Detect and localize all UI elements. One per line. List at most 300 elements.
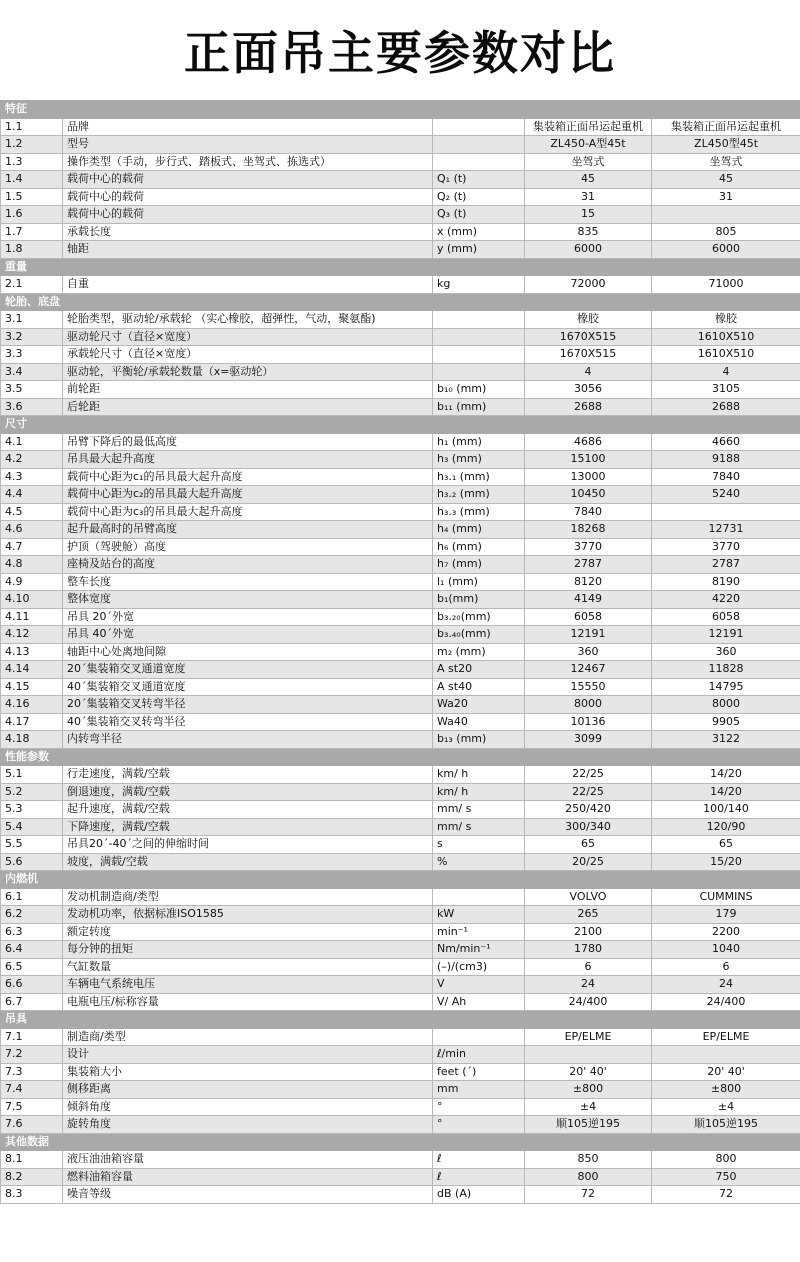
spec-table: [0, 100, 800, 1204]
value-model-a: 265: [525, 906, 652, 924]
table-row: [1, 328, 800, 346]
param-unit: h₃.₂ (mm): [433, 486, 525, 504]
value-model-b: 45: [652, 171, 800, 189]
table-row: [1, 1151, 800, 1169]
param-name: 气缸数量: [63, 958, 433, 976]
param-unit: [433, 118, 525, 136]
value-model-b: 72: [652, 1186, 800, 1204]
table-row: [1, 538, 800, 556]
row-number: 6.2: [1, 906, 63, 924]
param-unit: m₂ (mm): [433, 643, 525, 661]
value-model-a: 300/340: [525, 818, 652, 836]
value-model-b: [652, 1046, 800, 1064]
row-number: 4.10: [1, 591, 63, 609]
table-row: [1, 451, 800, 469]
param-name: 操作类型（手动，步行式、踏板式、坐驾式、拣选式）: [63, 153, 433, 171]
row-number: 3.2: [1, 328, 63, 346]
table-row: [1, 1081, 800, 1099]
row-number: 7.2: [1, 1046, 63, 1064]
value-model-b: 4660: [652, 433, 800, 451]
value-model-b: 橡胶: [652, 311, 800, 329]
value-model-b: 2200: [652, 923, 800, 941]
value-model-b: 4220: [652, 591, 800, 609]
value-model-a: [525, 1046, 652, 1064]
table-row: [1, 223, 800, 241]
param-name: 车辆电气系统电压: [63, 976, 433, 994]
value-model-b: 1610X510: [652, 328, 800, 346]
param-unit: feet (´): [433, 1063, 525, 1081]
value-model-b: 805: [652, 223, 800, 241]
param-name: 轴距中心处离地间隙: [63, 643, 433, 661]
row-number: 3.4: [1, 363, 63, 381]
table-row: [1, 888, 800, 906]
param-name: 制造商/类型: [63, 1028, 433, 1046]
table-row: [1, 311, 800, 329]
param-name: 20´集装箱交叉转弯半径: [63, 696, 433, 714]
value-model-a: 3770: [525, 538, 652, 556]
param-unit: V: [433, 976, 525, 994]
value-model-b: 3122: [652, 731, 800, 749]
table-row: [1, 188, 800, 206]
param-unit: Wa20: [433, 696, 525, 714]
value-model-a: ±4: [525, 1098, 652, 1116]
row-number: 6.3: [1, 923, 63, 941]
value-model-b: 4: [652, 363, 800, 381]
value-model-b: 2688: [652, 398, 800, 416]
param-unit: A st40: [433, 678, 525, 696]
param-unit: h₄ (mm): [433, 521, 525, 539]
param-name: 发动机功率，依据标准ISO1585: [63, 906, 433, 924]
value-model-a: 4149: [525, 591, 652, 609]
param-name: 载荷中心距为c₂的吊具最大起升高度: [63, 486, 433, 504]
row-number: 4.16: [1, 696, 63, 714]
value-model-a: 22/25: [525, 766, 652, 784]
param-unit: y (mm): [433, 241, 525, 259]
row-number: 8.1: [1, 1151, 63, 1169]
param-unit: x (mm): [433, 223, 525, 241]
value-model-a: 10136: [525, 713, 652, 731]
param-name: 驱动轮，平衡轮/承载轮数量（x=驱动轮）: [63, 363, 433, 381]
param-name: 每分钟的扭矩: [63, 941, 433, 959]
table-row: [1, 171, 800, 189]
value-model-b: 24/400: [652, 993, 800, 1011]
value-model-a: 15: [525, 206, 652, 224]
param-name: 发动机制造商/类型: [63, 888, 433, 906]
value-model-b: [652, 206, 800, 224]
param-unit: mm/ s: [433, 801, 525, 819]
param-unit: Wa40: [433, 713, 525, 731]
value-model-a: 1670X515: [525, 346, 652, 364]
param-unit: b₁₁ (mm): [433, 398, 525, 416]
row-number: 8.2: [1, 1168, 63, 1186]
param-name: 吊具 20´外宽: [63, 608, 433, 626]
param-unit: ℓ/min: [433, 1046, 525, 1064]
param-unit: b₃.₂₀(mm): [433, 608, 525, 626]
value-model-a: EP/ELME: [525, 1028, 652, 1046]
value-model-a: 4686: [525, 433, 652, 451]
param-unit: l₁ (mm): [433, 573, 525, 591]
row-number: 5.4: [1, 818, 63, 836]
param-unit: km/ h: [433, 766, 525, 784]
value-model-a: 顺105逆195: [525, 1116, 652, 1134]
param-name: 倾斜角度: [63, 1098, 433, 1116]
param-unit: b₁(mm): [433, 591, 525, 609]
param-name: 后轮距: [63, 398, 433, 416]
section-header: [1, 416, 800, 434]
value-model-a: 12191: [525, 626, 652, 644]
row-number: 2.1: [1, 276, 63, 294]
param-name: 液压油油箱容量: [63, 1151, 433, 1169]
param-unit: V/ Ah: [433, 993, 525, 1011]
param-name: 整体宽度: [63, 591, 433, 609]
param-unit: [433, 346, 525, 364]
table-row: [1, 468, 800, 486]
table-row: [1, 608, 800, 626]
section-header: [1, 1133, 800, 1151]
row-number: 4.18: [1, 731, 63, 749]
value-model-b: 8190: [652, 573, 800, 591]
value-model-b: 集装箱正面吊运起重机: [652, 118, 800, 136]
row-number: 1.8: [1, 241, 63, 259]
value-model-b: 1610X510: [652, 346, 800, 364]
param-unit: [433, 888, 525, 906]
section-title: 重量: [1, 258, 800, 276]
param-name: 型号: [63, 136, 433, 154]
row-number: 6.6: [1, 976, 63, 994]
value-model-a: 6000: [525, 241, 652, 259]
param-name: 起升速度，满载/空载: [63, 801, 433, 819]
row-number: 5.6: [1, 853, 63, 871]
value-model-b: 14/20: [652, 766, 800, 784]
value-model-a: 72000: [525, 276, 652, 294]
table-row: [1, 206, 800, 224]
table-row: [1, 556, 800, 574]
row-number: 7.4: [1, 1081, 63, 1099]
param-unit: ℓ: [433, 1168, 525, 1186]
row-number: 1.4: [1, 171, 63, 189]
value-model-b: 20' 40': [652, 1063, 800, 1081]
row-number: 7.3: [1, 1063, 63, 1081]
table-row: [1, 1168, 800, 1186]
value-model-b: 5240: [652, 486, 800, 504]
param-name: 倒退速度，满载/空载: [63, 783, 433, 801]
value-model-b: 9905: [652, 713, 800, 731]
value-model-a: 6058: [525, 608, 652, 626]
table-row: [1, 591, 800, 609]
param-unit: dB (A): [433, 1186, 525, 1204]
param-name: 轮胎类型，驱动轮/承载轮 （实心橡胶，超弹性，气动，聚氨酯): [63, 311, 433, 329]
row-number: 4.13: [1, 643, 63, 661]
row-number: 7.1: [1, 1028, 63, 1046]
table-row: [1, 241, 800, 259]
section-title: 尺寸: [1, 416, 800, 434]
param-name: 额定转度: [63, 923, 433, 941]
value-model-a: 8120: [525, 573, 652, 591]
value-model-b: 2787: [652, 556, 800, 574]
section-header: [1, 101, 800, 119]
param-unit: Q₁ (t): [433, 171, 525, 189]
table-row: [1, 398, 800, 416]
param-unit: °: [433, 1098, 525, 1116]
table-row: [1, 678, 800, 696]
param-name: 整车长度: [63, 573, 433, 591]
param-name: 载荷中心的载荷: [63, 171, 433, 189]
row-number: 4.14: [1, 661, 63, 679]
value-model-a: 24/400: [525, 993, 652, 1011]
param-unit: b₁₀ (mm): [433, 381, 525, 399]
value-model-a: 10450: [525, 486, 652, 504]
value-model-b: 14/20: [652, 783, 800, 801]
value-model-a: 835: [525, 223, 652, 241]
value-model-a: 250/420: [525, 801, 652, 819]
value-model-b: 179: [652, 906, 800, 924]
param-unit: °: [433, 1116, 525, 1134]
table-row: [1, 1186, 800, 1204]
table-row: [1, 118, 800, 136]
value-model-a: VOLVO: [525, 888, 652, 906]
table-row: [1, 696, 800, 714]
param-unit: A st20: [433, 661, 525, 679]
param-name: 内转弯半径: [63, 731, 433, 749]
value-model-b: 9188: [652, 451, 800, 469]
value-model-b: CUMMINS: [652, 888, 800, 906]
value-model-a: 18268: [525, 521, 652, 539]
value-model-b: ZL450型45t: [652, 136, 800, 154]
row-number: 1.3: [1, 153, 63, 171]
param-unit: h₃.₃ (mm): [433, 503, 525, 521]
value-model-b: 8000: [652, 696, 800, 714]
table-row: [1, 1028, 800, 1046]
row-number: 4.7: [1, 538, 63, 556]
value-model-a: 6: [525, 958, 652, 976]
value-model-b: 15/20: [652, 853, 800, 871]
param-unit: (–)/(cm3): [433, 958, 525, 976]
table-row: [1, 766, 800, 784]
row-number: 1.2: [1, 136, 63, 154]
value-model-a: 24: [525, 976, 652, 994]
table-row: [1, 363, 800, 381]
param-name: 载荷中心的载荷: [63, 206, 433, 224]
table-row: [1, 503, 800, 521]
param-unit: h₁ (mm): [433, 433, 525, 451]
value-model-b: 12731: [652, 521, 800, 539]
param-name: 前轮距: [63, 381, 433, 399]
param-name: 吊具20´-40´之间的伸缩时间: [63, 836, 433, 854]
value-model-b: 6: [652, 958, 800, 976]
row-number: 5.5: [1, 836, 63, 854]
value-model-b: 14795: [652, 678, 800, 696]
param-name: 旋转角度: [63, 1116, 433, 1134]
row-number: 4.17: [1, 713, 63, 731]
value-model-a: 3099: [525, 731, 652, 749]
value-model-b: 3770: [652, 538, 800, 556]
value-model-b: 3105: [652, 381, 800, 399]
value-model-b: 100/140: [652, 801, 800, 819]
value-model-a: 8000: [525, 696, 652, 714]
value-model-a: 15100: [525, 451, 652, 469]
param-unit: h₇ (mm): [433, 556, 525, 574]
table-row: [1, 1046, 800, 1064]
param-unit: kW: [433, 906, 525, 924]
value-model-a: 1670X515: [525, 328, 652, 346]
row-number: 4.5: [1, 503, 63, 521]
table-row: [1, 993, 800, 1011]
param-name: 载荷中心距为c₁的吊具最大起升高度: [63, 468, 433, 486]
value-model-a: 7840: [525, 503, 652, 521]
value-model-a: 20' 40': [525, 1063, 652, 1081]
value-model-b: 120/90: [652, 818, 800, 836]
row-number: 1.5: [1, 188, 63, 206]
param-name: 载荷中心的载荷: [63, 188, 433, 206]
table-row: [1, 853, 800, 871]
param-name: 护顶（驾驶舱）高度: [63, 538, 433, 556]
table-row: [1, 713, 800, 731]
value-model-a: 3056: [525, 381, 652, 399]
value-model-a: 坐驾式: [525, 153, 652, 171]
section-header: [1, 293, 800, 311]
param-unit: h₃ (mm): [433, 451, 525, 469]
value-model-a: 橡胶: [525, 311, 652, 329]
param-name: 电瓶电压/标称容量: [63, 993, 433, 1011]
value-model-b: 11828: [652, 661, 800, 679]
section-header: [1, 871, 800, 889]
value-model-a: 22/25: [525, 783, 652, 801]
value-model-a: 2787: [525, 556, 652, 574]
section-title: 其他数据: [1, 1133, 800, 1151]
param-unit: [433, 363, 525, 381]
row-number: 4.9: [1, 573, 63, 591]
row-number: 4.15: [1, 678, 63, 696]
value-model-a: 13000: [525, 468, 652, 486]
param-name: 品牌: [63, 118, 433, 136]
table-row: [1, 1063, 800, 1081]
row-number: 3.6: [1, 398, 63, 416]
value-model-b: 31: [652, 188, 800, 206]
row-number: 8.3: [1, 1186, 63, 1204]
param-name: 承载轮尺寸（直径×宽度）: [63, 346, 433, 364]
value-model-b: [652, 503, 800, 521]
param-unit: kg: [433, 276, 525, 294]
value-model-a: 2100: [525, 923, 652, 941]
table-row: [1, 276, 800, 294]
row-number: 1.7: [1, 223, 63, 241]
param-unit: b₃.₄₀(mm): [433, 626, 525, 644]
value-model-a: 360: [525, 643, 652, 661]
param-name: 轴距: [63, 241, 433, 259]
table-row: [1, 976, 800, 994]
value-model-a: 12467: [525, 661, 652, 679]
value-model-a: 800: [525, 1168, 652, 1186]
section-header: [1, 1011, 800, 1029]
table-row: [1, 958, 800, 976]
value-model-b: 坐驾式: [652, 153, 800, 171]
param-unit: [433, 328, 525, 346]
param-unit: [433, 1028, 525, 1046]
section-title: 轮胎、底盘: [1, 293, 800, 311]
param-unit: km/ h: [433, 783, 525, 801]
section-header: [1, 258, 800, 276]
table-row: [1, 486, 800, 504]
param-unit: h₆ (mm): [433, 538, 525, 556]
value-model-b: 71000: [652, 276, 800, 294]
section-title: 吊具: [1, 1011, 800, 1029]
value-model-a: 72: [525, 1186, 652, 1204]
value-model-a: 65: [525, 836, 652, 854]
table-row: [1, 521, 800, 539]
row-number: 4.12: [1, 626, 63, 644]
param-name: 下降速度，满载/空载: [63, 818, 433, 836]
section-title: 性能参数: [1, 748, 800, 766]
param-name: 吊臂下降后的最低高度: [63, 433, 433, 451]
table-row: [1, 941, 800, 959]
value-model-b: EP/ELME: [652, 1028, 800, 1046]
param-name: 40´集装箱交叉通道宽度: [63, 678, 433, 696]
section-header: [1, 748, 800, 766]
table-row: [1, 923, 800, 941]
param-unit: min⁻¹: [433, 923, 525, 941]
table-row: [1, 433, 800, 451]
table-row: [1, 1098, 800, 1116]
param-unit: s: [433, 836, 525, 854]
value-model-b: 顺105逆195: [652, 1116, 800, 1134]
param-name: 行走速度，满载/空载: [63, 766, 433, 784]
value-model-b: 360: [652, 643, 800, 661]
value-model-b: ±4: [652, 1098, 800, 1116]
row-number: 3.3: [1, 346, 63, 364]
param-name: 驱动轮尺寸（直径×宽度）: [63, 328, 433, 346]
param-name: 座椅及站台的高度: [63, 556, 433, 574]
table-row: [1, 783, 800, 801]
value-model-a: 850: [525, 1151, 652, 1169]
param-name: 吊具最大起升高度: [63, 451, 433, 469]
param-name: 起升最高时的吊臂高度: [63, 521, 433, 539]
param-name: 噪音等级: [63, 1186, 433, 1204]
row-number: 6.5: [1, 958, 63, 976]
row-number: 4.4: [1, 486, 63, 504]
row-number: 3.5: [1, 381, 63, 399]
value-model-b: 6058: [652, 608, 800, 626]
table-row: [1, 801, 800, 819]
table-row: [1, 1116, 800, 1134]
table-row: [1, 381, 800, 399]
param-unit: ℓ: [433, 1151, 525, 1169]
value-model-b: 6000: [652, 241, 800, 259]
section-title: 内燃机: [1, 871, 800, 889]
table-row: [1, 818, 800, 836]
param-unit: mm: [433, 1081, 525, 1099]
value-model-b: 12191: [652, 626, 800, 644]
row-number: 4.1: [1, 433, 63, 451]
row-number: 7.5: [1, 1098, 63, 1116]
value-model-b: 1040: [652, 941, 800, 959]
row-number: 4.2: [1, 451, 63, 469]
param-name: 自重: [63, 276, 433, 294]
table-row: [1, 731, 800, 749]
param-unit: [433, 136, 525, 154]
value-model-a: ±800: [525, 1081, 652, 1099]
table-row: [1, 573, 800, 591]
row-number: 4.6: [1, 521, 63, 539]
table-row: [1, 136, 800, 154]
param-name: 40´集装箱交叉转弯半径: [63, 713, 433, 731]
value-model-b: 800: [652, 1151, 800, 1169]
value-model-b: 65: [652, 836, 800, 854]
param-name: 20´集装箱交叉通道宽度: [63, 661, 433, 679]
table-row: [1, 643, 800, 661]
spec-table-body: [1, 101, 800, 1204]
param-name: 燃料油箱容量: [63, 1168, 433, 1186]
row-number: 4.3: [1, 468, 63, 486]
